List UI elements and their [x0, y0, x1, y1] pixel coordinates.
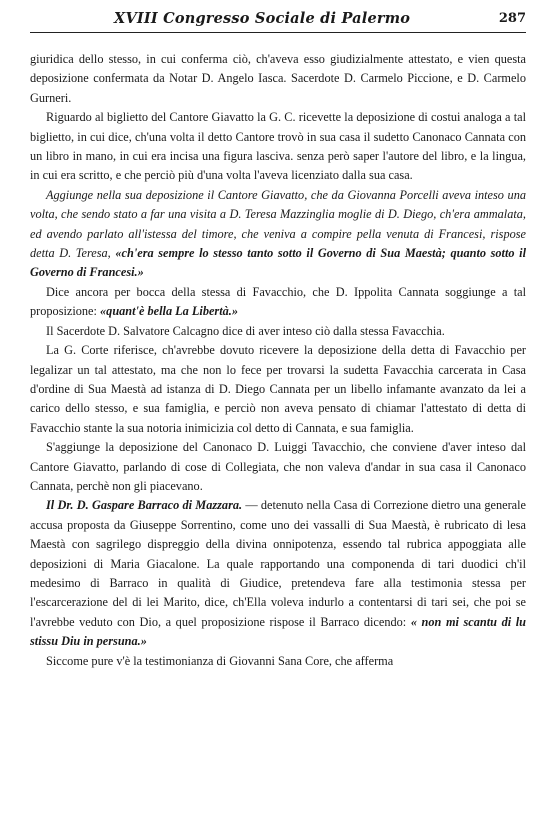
paragraph — [30, 283, 526, 322]
body-text — [30, 50, 526, 671]
section-heading: Il Dr. D. Gaspare Barraco di Mazzara. — [46, 498, 243, 513]
header-title: XVIII Congresso Sociale di Palermo — [114, 10, 411, 27]
paragraph: Riguardo al biglietto del Cantore Giavatto la G. C. ricevette la deposizione di costui analoga a tal biglietto, in cui dice, ch'una volta il detto Cantore trovò in sua casa il sudetto Canonaco Cannata con un libro in mano, in cui era incisa una figura lasciva. senza però saper l'autore del libro, e la lingua, in cui era scritto, e che perciò più d'una volta l'aveva licenziato dalla sua casa. — [30, 110, 526, 183]
paragraph-text: Aggiunge nella sua deposizione il Cantore Giavatto, che da Giovanna Porcelli aveva inteso una volta, che sendo stato a far una visita a D. Teresa Mazzinglia moglie di D. Diego, ch'era ammalata, ed avendo parlato all'istessa del timore, che veniva a compire pella venuta di Francesi, rispose detta D. Teresa, — [30, 187, 526, 261]
paragraph: S'aggiunge la deposizione del Canonaco D. Luiggi Tavacchio, che conviene d'aver inteso dal Cantore Giavatto, parlando di cose di Collegiata, che non valeva d'andar in sua casa il Canonaco Cannata, perchè non gli piacevano. — [30, 440, 526, 493]
paragraph: Il Sacerdote D. Salvatore Calcagno dice di aver inteso ciò dalla stessa Favacchia. — [46, 323, 445, 338]
paragraph: Siccome pure v'è la testimonianza di Giovanni Sana Core, che afferma — [46, 653, 394, 668]
paragraph-text: Dice ancora per bocca della stessa di Favacchio, che D. Ippolita Cannata soggiunge a tal proposizione: — [30, 284, 526, 319]
page-number: 287 — [498, 11, 526, 26]
running-header — [30, 8, 526, 33]
quotation: « non mi scantu di lu stissu Diu in persuna.» — [30, 614, 526, 649]
paragraph: La G. Corte riferisce, ch'avrebbe dovuto ricevere la deposizione della detta di Favacchio per legalizar un tal attestato, ma che non lo fece per trovarsi la sudetta Favacchia carcerata in Casa d'ordine di Sua Maestà ad istanza di D. Diego Cannata per un libello infamante avanzato da lei a carico dello stesso, e sua famiglia, e perciò non aveva pensato di chiamar l'attestato di detta di Favacchio stante la sua notoria inimicizia col detto di Cannata, e sua famiglia. — [30, 343, 526, 435]
paragraph-text: — detenuto nella Casa di Correzione dietro una generale accusa proposta da Giuseppe Sorrentino, come uno dei vassalli di Sua Maestà, è rubricato di lesa Maestà con sagrilego dispreggio della divina onnipotenza, essendo tal rubrica appoggiata alle deposizioni di Maria Giacalone. La quale rapportando una componenda di tari duodici ch'il medesimo di Barraco in qualità di Giudice, pretendeva fare alla testimonia stessa per l'escarcerazione del di lei Marito, dice, ch'Ella voleva indurlo a contentarsi di tari sei, che poi se l'avrebbe veduto con Dio, a quel proposizione rispose il Barraco dicendo: — [30, 498, 526, 629]
paragraph — [30, 186, 526, 283]
paragraph: giuridica dello stesso, in cui conferma ciò, ch'aveva esso giudizialmente attestato, e vien questa deposizione confermata da Notar D. Angelo Iasca. Sacerdote D. Carmelo Piccione, e D. Carmelo Gurneri. — [30, 52, 526, 105]
quotation: «quant'è bella La Libertà.» — [100, 304, 239, 319]
paragraph — [30, 496, 526, 651]
quotation: «ch'era sempre lo stesso tanto sotto il Governo di Sua Maestà; quanto sotto il Governo di Francesi.» — [30, 246, 527, 280]
